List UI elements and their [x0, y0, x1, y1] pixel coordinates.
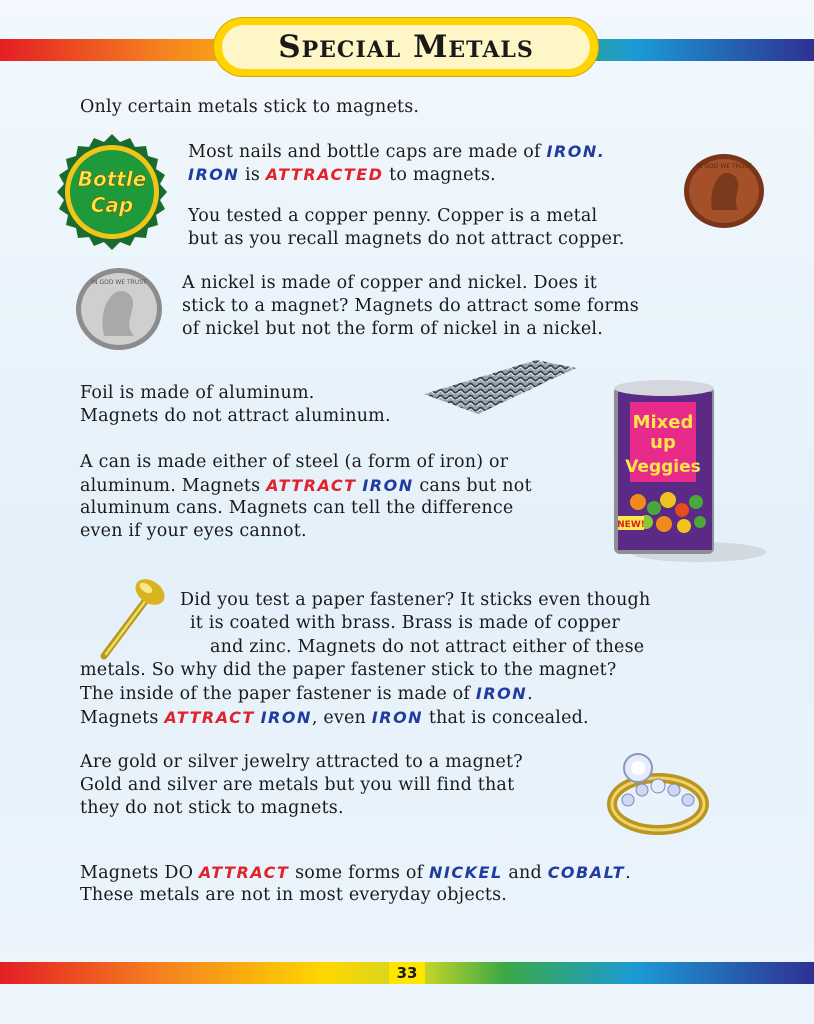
svg-text:IN GOD WE TRUST: IN GOD WE TRUST: [91, 279, 147, 286]
keyword-attract: ATTRACT: [164, 708, 255, 727]
nickel-line-3: of nickel but not the form of nickel in a nickel.: [182, 319, 603, 339]
jewelry-line-1: Are gold or silver jewelry attracted to a magnet?: [80, 752, 523, 772]
jewelry-line-3: they do not stick to magnets.: [80, 798, 344, 818]
penny-image: [682, 152, 766, 230]
fastener-line-1: Did you test a paper fastener? It sticks even though: [180, 590, 651, 610]
foil-image: [418, 358, 578, 416]
intro-text: Only certain metals stick to magnets.: [80, 97, 420, 117]
paper-fastener-image: [94, 572, 174, 662]
keyword-attract: ATTRACT: [266, 476, 357, 495]
keyword-iron: IRON: [371, 708, 424, 727]
keyword-iron: IRON.: [546, 142, 606, 161]
final-line-1: Magnets DO ATTRACT some forms of NICKEL and COBALT.: [80, 863, 631, 883]
ring-image: [606, 744, 710, 840]
vegetable-can-image: [608, 376, 768, 566]
bottle-cap-line1: Bottle: [77, 167, 147, 191]
svg-text:IN GOD WE TRUST: IN GOD WE TRUST: [696, 163, 752, 170]
keyword-cobalt: COBALT: [547, 863, 626, 882]
can-label-line2: up: [650, 432, 676, 453]
keyword-iron: IRON: [362, 476, 414, 495]
fastener-line-3: and zinc. Magnets do not attract either of these: [210, 637, 645, 657]
keyword-iron: IRON: [260, 708, 312, 727]
can-line-1: A can is made either of steel (a form of iron) or: [80, 452, 509, 472]
can-line-3: aluminum cans. Magnets can tell the difference: [80, 498, 514, 518]
iron-line-1: Most nails and bottle caps are made of IRON.: [188, 142, 606, 162]
bottle-cap-image: [50, 132, 174, 252]
keyword-nickel: NICKEL: [429, 863, 503, 882]
foil-line-1: Foil is made of aluminum.: [80, 383, 315, 403]
can-line-2: aluminum. Magnets ATTRACT IRON cans but not: [80, 476, 532, 496]
foil-line-2: Magnets do not attract aluminum.: [80, 406, 391, 426]
page-number: 33: [389, 962, 425, 984]
keyword-iron: IRON: [188, 165, 240, 184]
title-banner: [214, 18, 598, 76]
page-title: Special Metals: [278, 29, 534, 65]
iron-line-2: IRON is ATTRACTED to magnets.: [188, 165, 496, 185]
jewelry-line-2: Gold and silver are metals but you will find that: [80, 775, 515, 795]
can-label-line3: Veggies: [625, 457, 701, 477]
fastener-line-6: Magnets ATTRACT IRON, even IRON that is concealed.: [80, 708, 589, 728]
fastener-line-4: metals. So why did the paper fastener stick to the magnet?: [80, 660, 617, 680]
copper-line-2: but as you recall magnets do not attract copper.: [188, 229, 625, 249]
final-line-2: These metals are not in most everyday objects.: [80, 885, 508, 905]
nickel-line-1: A nickel is made of copper and nickel. Does it: [182, 273, 597, 293]
can-label-line1: Mixed: [632, 412, 694, 433]
bottle-cap-line2: Cap: [90, 193, 134, 217]
keyword-iron: IRON: [475, 684, 528, 703]
fastener-line-2: it is coated with brass. Brass is made of copper: [190, 613, 620, 633]
nickel-line-2: stick to a magnet? Magnets do attract some forms: [182, 296, 639, 316]
keyword-attract: ATTRACT: [198, 863, 290, 882]
can-line-4: even if your eyes cannot.: [80, 521, 307, 541]
fastener-line-5: The inside of the paper fastener is made of IRON.: [80, 684, 533, 704]
copper-line-1: You tested a copper penny. Copper is a metal: [188, 206, 598, 226]
can-new-badge: NEW!: [617, 520, 645, 530]
nickel-coin-image: [74, 266, 164, 352]
keyword-attracted: ATTRACTED: [265, 165, 384, 184]
